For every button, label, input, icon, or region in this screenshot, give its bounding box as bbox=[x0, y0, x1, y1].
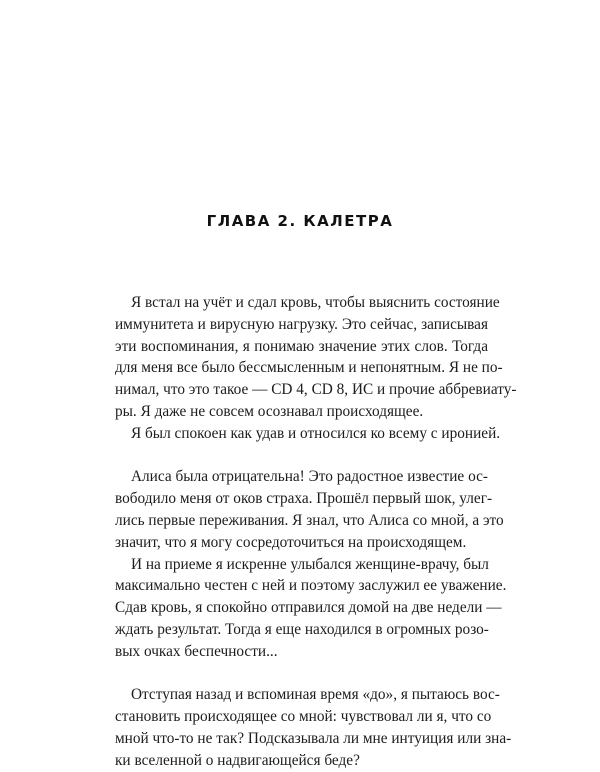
text-line: ждать результат. Тогда я еще находился в огромных розо- bbox=[115, 620, 489, 638]
text-line: Я встал на учёт и сдал кровь, чтобы выяснить состояние bbox=[131, 294, 500, 311]
text-line: вободило меня от оков страха. Прошёл первый шок, улег- bbox=[115, 490, 493, 508]
text-line: иммунитета и вирусную нагрузку. Это сейчас, записывая bbox=[115, 315, 488, 333]
chapter-title: ГЛАВА 2. КАЛЕТРА bbox=[206, 212, 394, 230]
text-line: ры. Я даже не совсем осознавал происходящее. bbox=[115, 402, 424, 420]
text-line: нимал, что это такое — CD 4, CD 8, ИС и прочие аббревиату- bbox=[115, 381, 517, 399]
text-line: эти воспоминания, я понимаю значение этих слов. Тогда bbox=[115, 337, 488, 355]
paragraph bbox=[115, 466, 504, 553]
paragraph bbox=[115, 684, 512, 771]
text-line: Алиса была отрицательна! Это радостное известие ос- bbox=[131, 468, 488, 486]
text-line: максимально честен с ней и поэтому заслужил ее уважение. bbox=[115, 577, 507, 595]
paragraph-gap bbox=[115, 663, 488, 685]
text-line: значит, что я могу сосредоточиться на происходящем. bbox=[115, 533, 467, 551]
paragraph bbox=[115, 292, 517, 423]
paragraph-gap bbox=[115, 445, 488, 467]
text-line: ки вселенной о надвигающейся беде? bbox=[115, 751, 360, 769]
text-line: Сдав кровь, я спокойно отправился домой на две недели — bbox=[115, 599, 502, 617]
text-line: лись первые переживания. Я знал, что Алиса со мной, а это bbox=[115, 511, 504, 529]
text-line: вых очках беспечности... bbox=[115, 642, 278, 660]
chapter-body bbox=[115, 292, 517, 772]
text-line: Я был спокоен как удав и относился ко всему с иронией. bbox=[131, 424, 501, 442]
text-line: мной что-то не так? Подсказывала ли мне интуиция или зна- bbox=[115, 729, 512, 747]
text-line: становить происходящее со мной: чувствовал ли я, что со bbox=[115, 708, 492, 726]
text-line: И на приеме я искренне улыбался женщине-врачу, был bbox=[131, 555, 489, 573]
text-line: Отступая назад и вспоминая время «до», я пытаюсь вос- bbox=[131, 686, 500, 704]
paragraph bbox=[115, 423, 501, 445]
text-line: для меня все было бессмысленным и непонятным. Я не по- bbox=[115, 359, 503, 377]
paragraph bbox=[115, 554, 507, 663]
